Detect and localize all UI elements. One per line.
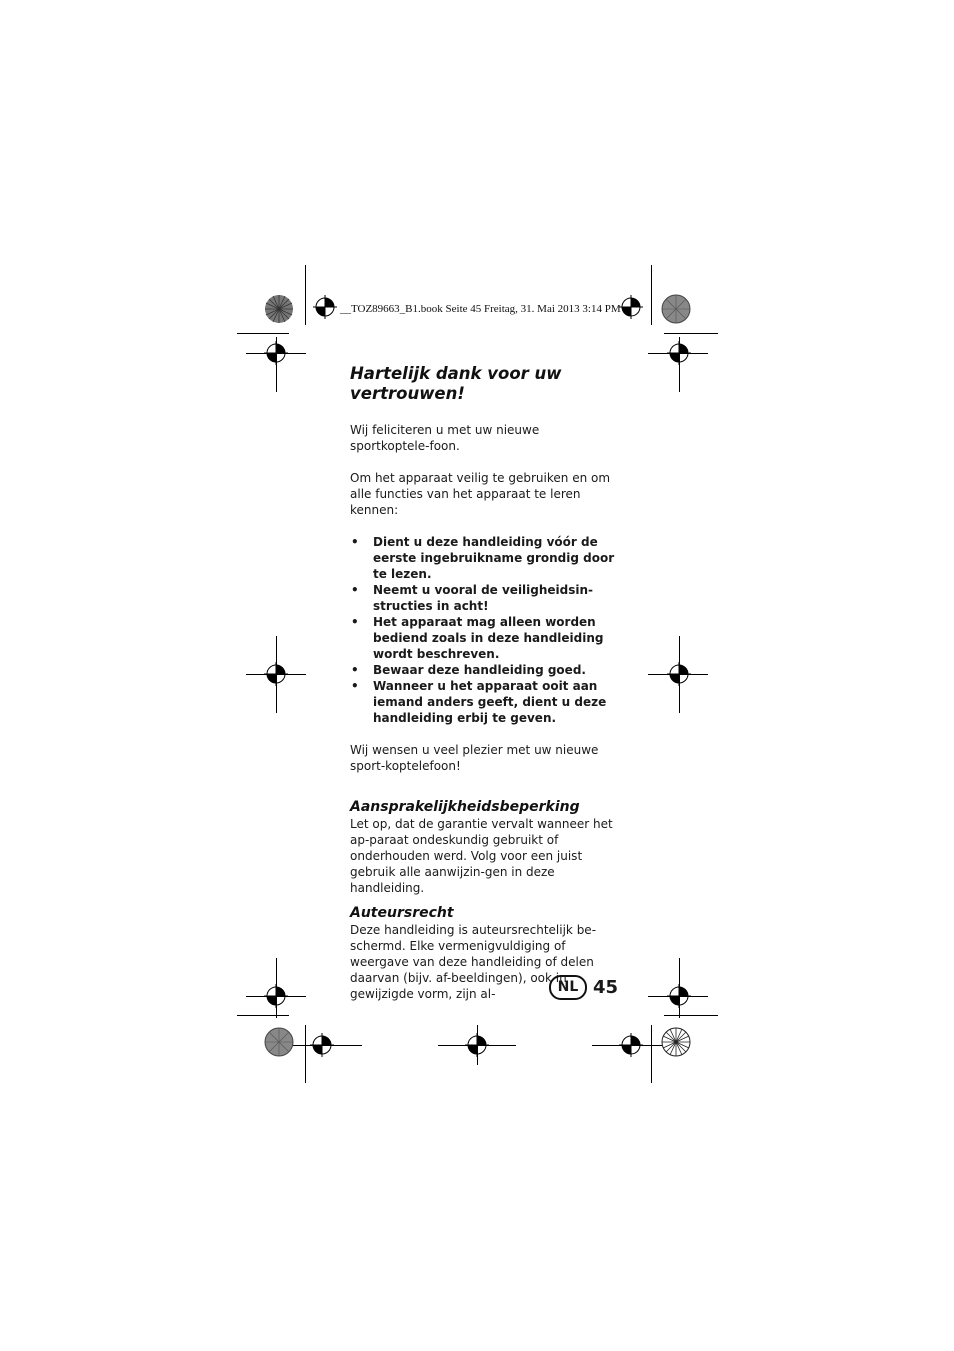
registration-target-icon — [667, 984, 691, 1008]
registration-target-icon — [264, 984, 288, 1008]
intro-paragraph: Om het apparaat veilig te gebruiken en om alle functies van het apparaat te leren kennen: — [350, 471, 611, 517]
registration-target-icon — [310, 1033, 334, 1057]
registration-target-icon — [313, 295, 337, 319]
starburst-target-icon — [264, 1027, 294, 1057]
registration-target-icon — [619, 295, 643, 319]
starburst-target-icon — [264, 294, 294, 324]
intro-paragraph: Wij feliciteren u met uw nieuwe sportkoptele-foon. — [350, 423, 540, 453]
page-title: Hartelijk dank voor uw vertrouwen! — [350, 364, 562, 403]
list-item: • Bewaar deze handleiding goed. — [350, 662, 618, 678]
list-item: • Neemt u vooral de veiligheidsin-structies in acht! — [350, 582, 618, 614]
list-item: • Dient u deze handleiding vóór de eerste ingebruikname grondig door te lezen. — [350, 534, 618, 582]
closing-paragraph: Wij wensen u veel plezier met uw nieuwe sport-koptelefoon! — [350, 743, 599, 773]
section-heading-copyright: Auteursrecht — [350, 905, 454, 921]
print-header: __TOZ89663_B1.book Seite 45 Freitag, 31. Mai 2013 3:14 PM — [340, 303, 621, 315]
registration-target-icon — [667, 662, 691, 686]
registration-target-icon — [619, 1033, 643, 1057]
liability-text: Let op, dat de garantie vervalt wanneer het ap-paraat ondeskundig gebruikt of onderhouden werd. Volg voor een juist gebruik alle aanwijzin-gen in deze handleiding. — [350, 817, 613, 895]
starburst-target-icon — [661, 1027, 691, 1057]
registration-target-icon — [465, 1033, 489, 1057]
language-badge: NL — [549, 975, 587, 1000]
registration-target-icon — [264, 662, 288, 686]
list-item: • Wanneer u het apparaat ooit aan iemand anders geeft, dient u deze handleiding erbij te geven. — [350, 678, 618, 726]
registration-target-icon — [264, 341, 288, 365]
list-item: • Het apparaat mag alleen worden bediend zoals in deze handleiding wordt beschreven. — [350, 614, 618, 662]
page-footer — [549, 975, 618, 1000]
copyright-text: Deze handleiding is auteursrechtelijk be-schermd. Elke vermenigvuldiging of weergave van deze handleiding of delen daarvan (bijv. af-beeldingen), ook in gewijzigde vorm, zijn al- — [350, 923, 597, 1001]
page-content — [350, 364, 618, 1002]
page-number: 45 — [593, 977, 619, 998]
registration-target-icon — [667, 341, 691, 365]
instruction-list — [350, 534, 618, 726]
section-heading-liability: Aansprakelijkheidsbeperking — [350, 799, 580, 815]
starburst-target-icon — [661, 294, 691, 324]
